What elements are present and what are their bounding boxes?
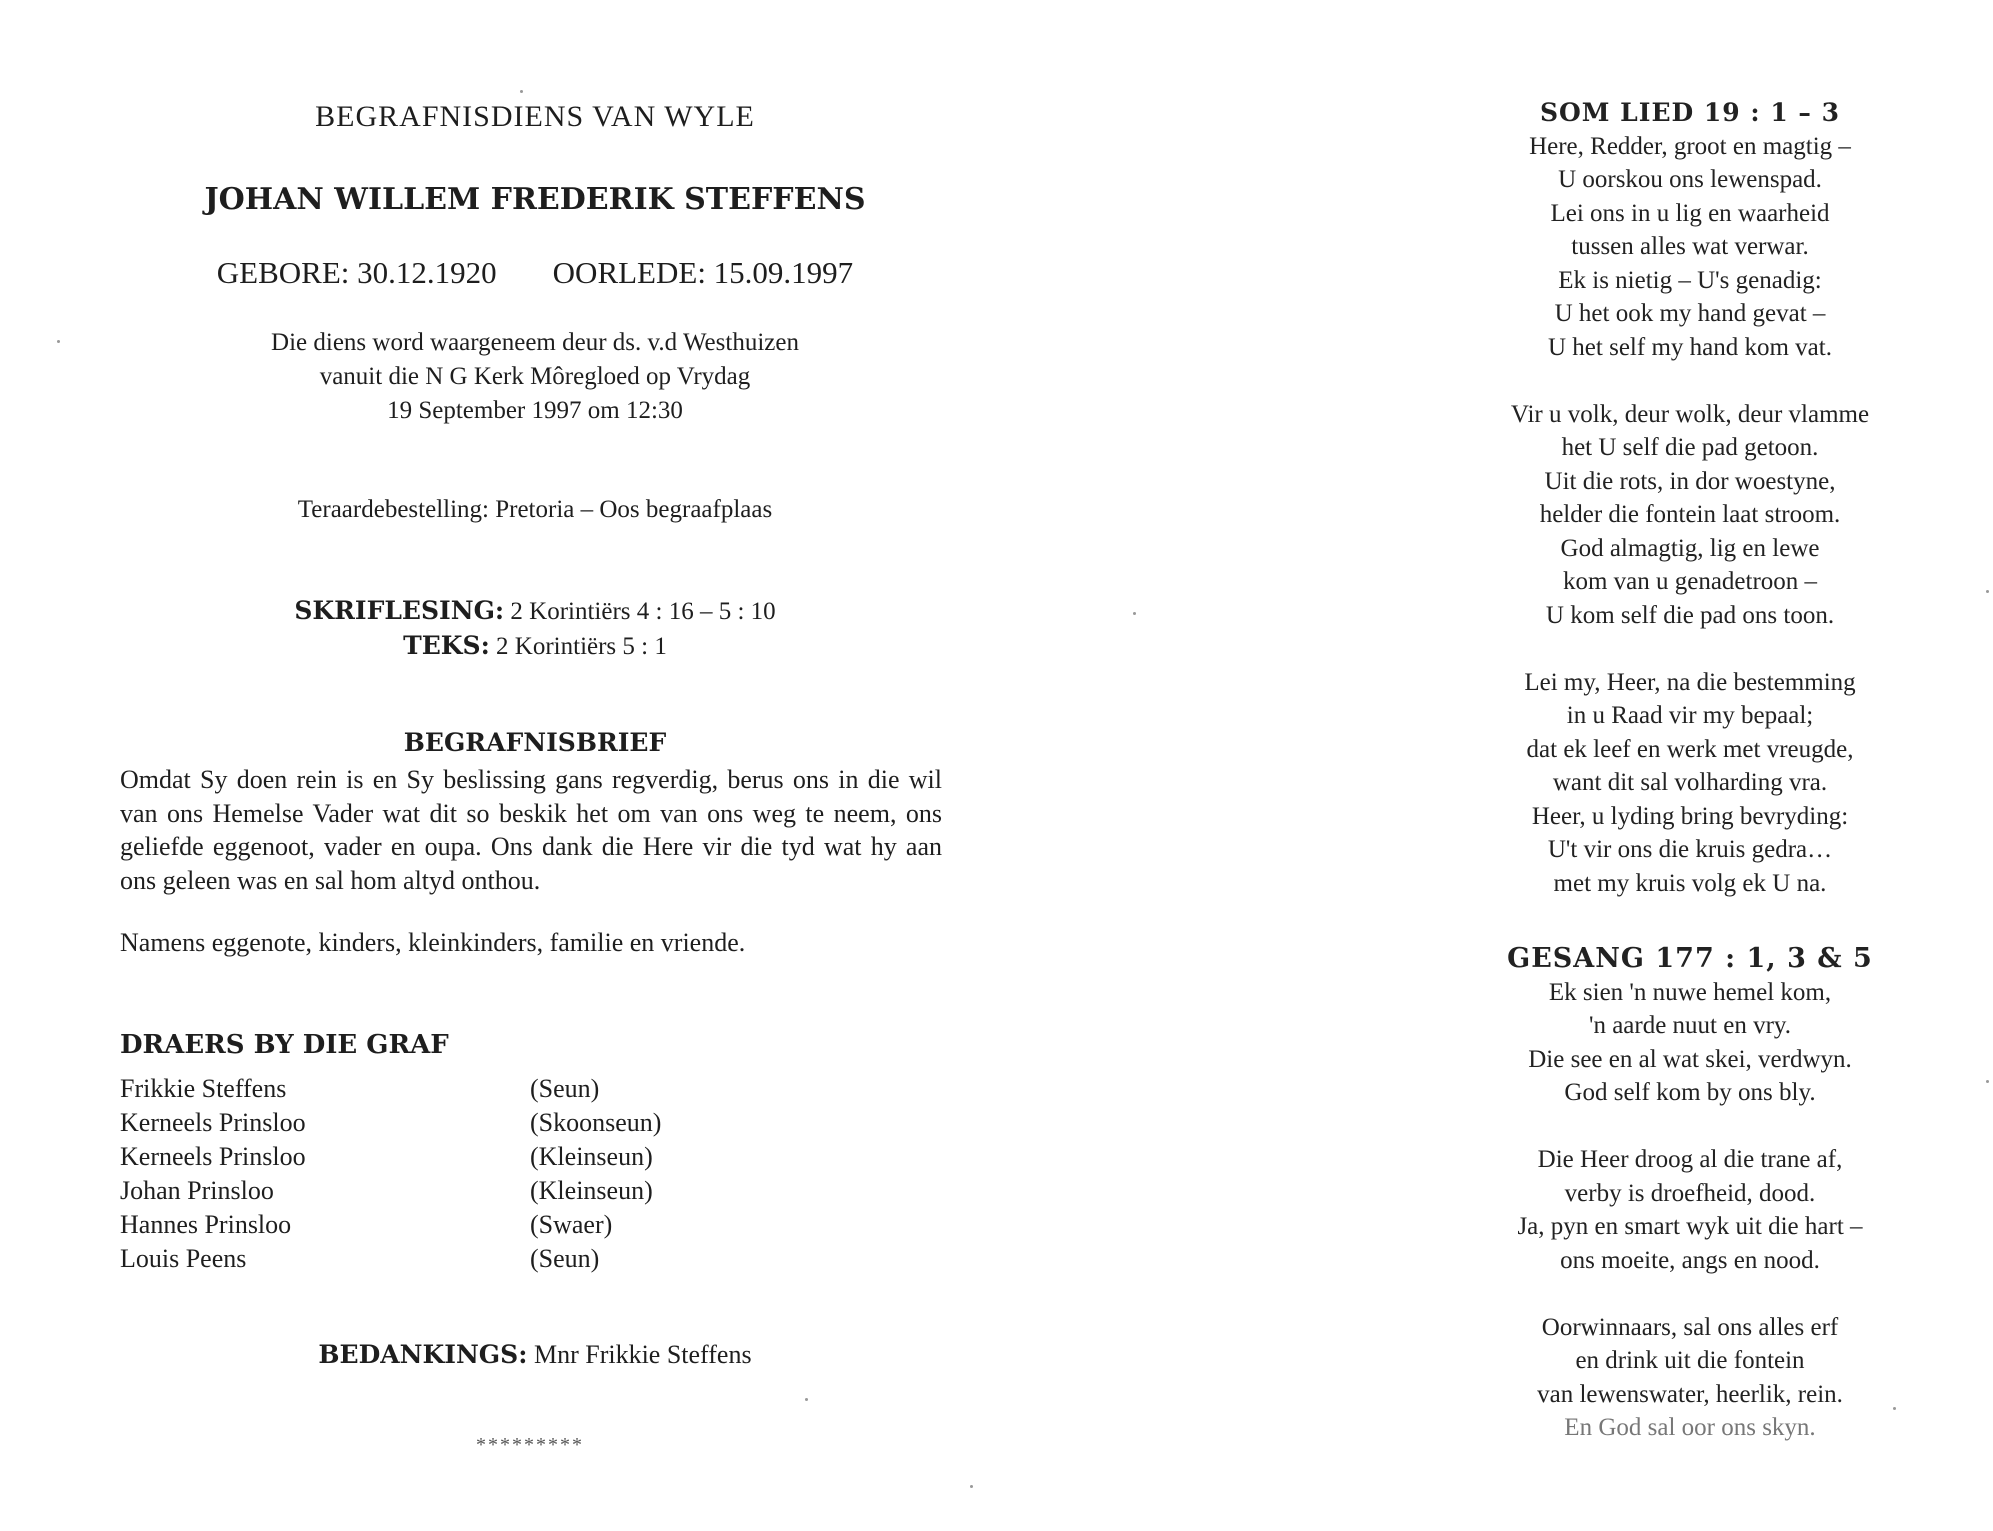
- hymn-line: Heer, u lyding bring bevryding:: [1531, 802, 1849, 830]
- hymn2-stanza-1: [1440, 976, 1940, 1110]
- thanks-line: [120, 1340, 950, 1370]
- service-line-1: Die diens word waargeneem deur ds. v.d Westhuizen: [271, 329, 799, 356]
- hymn1-stanza-3: [1440, 666, 1940, 901]
- hymn2-stanza-2: [1440, 1143, 1940, 1277]
- burial-line: Teraardebestelling: Pretoria – Oos begraafplaas: [297, 496, 773, 523]
- hymn-line: En God sal oor ons skyn.: [1564, 1414, 1816, 1441]
- hymn-line: 'n aarde nuut en vry.: [1588, 1012, 1792, 1039]
- hymn-line: Uit die rots, in dor woestyne,: [1544, 467, 1836, 495]
- hymn-line: kom van u genadetroon –: [1562, 568, 1818, 595]
- hymn2-title: GESANG 177 : 1, 3 & 5: [1507, 943, 1873, 974]
- hymn-line: van lewenswater, heerlik, rein.: [1537, 1380, 1843, 1408]
- deceased-name: JOHAN WILLEM FREDERIK STEFFENS: [204, 182, 866, 217]
- service-line-2: vanuit die N G Kerk Môregloed op Vrydag: [319, 363, 751, 390]
- hymn-line: Lei my, Heer, na die bestemming: [1524, 668, 1856, 696]
- hymn-line: Ja, pyn en smart wyk uit die hart –: [1517, 1213, 1863, 1240]
- hymn1-title: SOM LIED 19 : 1 – 3: [1539, 98, 1841, 127]
- bearer-relation: (Seun): [530, 1074, 600, 1103]
- bearer-name: Frikkie Steffens: [120, 1074, 287, 1103]
- bearer-relation: (Skoonseun): [530, 1108, 662, 1137]
- hymn-line: Oorwinnaars, sal ons alles erf: [1541, 1313, 1839, 1341]
- bearer-row: [120, 1174, 661, 1208]
- bearer-relation: (Seun): [530, 1244, 600, 1273]
- scan-speck: [805, 1398, 808, 1401]
- hymn-line: het U self die pad getoon.: [1561, 434, 1819, 461]
- readings: [120, 594, 950, 664]
- bearer-relation: (Swaer): [530, 1210, 613, 1239]
- service-info: [120, 326, 950, 428]
- scan-speck: [1986, 1080, 1989, 1083]
- bearer-name: Louis Peens: [120, 1244, 247, 1273]
- hymn-line: want dit sal volharding vra.: [1552, 769, 1828, 796]
- bearer-row: [120, 1072, 661, 1106]
- hymn-line: Ek sien 'n nuwe hemel kom,: [1548, 978, 1832, 1006]
- letter-title: BEGRAFNISBRIEF: [403, 728, 667, 757]
- scripture-reading: [120, 594, 950, 629]
- thanks-label: BEDANKINGS:: [318, 1340, 528, 1369]
- death-date: OORLEDE: 15.09.1997: [552, 255, 854, 290]
- hymn-line: verby is droefheid, dood.: [1564, 1179, 1816, 1207]
- hymn-line: Die Heer droog al die trane af,: [1537, 1146, 1843, 1173]
- stars-divider: *********: [476, 1434, 584, 1456]
- bearer-relation: (Kleinseun): [530, 1176, 653, 1205]
- sermon-text: [120, 629, 950, 664]
- hymn-line: Ek is nietig – U's genadig:: [1558, 266, 1822, 294]
- scan-speck: [1986, 590, 1989, 593]
- hymn-line: God almagtig, lig en lewe: [1560, 534, 1820, 562]
- letter-paragraph: Omdat Sy doen rein is en Sy beslissing gans regverdig, berus ons in die wil van ons Hemelse Vader wat dit so beskik het om van ons weg te neem, ons geliefde eggenoot, vader en oupa. Ons dank die Here vir die tyd wat hy aan ons geleen was en sal hom altyd onthou.: [120, 765, 942, 895]
- scan-speck: [1893, 1407, 1896, 1410]
- hymn-line: U het self my hand kom vat.: [1548, 333, 1832, 361]
- bearer-name: Kerneels Prinsloo: [120, 1142, 306, 1171]
- hymn-line: dat ek leef en werk met vreugde,: [1526, 735, 1854, 763]
- hymn-line: God self kom by ons bly.: [1564, 1079, 1816, 1106]
- hymns-column: [1440, 96, 1940, 1445]
- sermon-text-value: 2 Korintiërs 5 : 1: [496, 633, 667, 660]
- bearers-list: [120, 1072, 661, 1276]
- bearer-row: [120, 1208, 661, 1242]
- hymn-line: ons moeite, angs en nood.: [1560, 1246, 1820, 1274]
- bearer-name: Johan Prinsloo: [120, 1176, 274, 1205]
- hymn-line: Here, Redder, groot en magtig –: [1529, 132, 1851, 160]
- bearer-row: [120, 1242, 661, 1276]
- dates-line: [120, 255, 950, 291]
- thanks-value: Mnr Frikkie Steffens: [533, 1340, 752, 1369]
- hymn-line: Vir u volk, deur wolk, deur vlamme: [1510, 400, 1870, 428]
- hymn-line: U oorskou ons lewenspad.: [1558, 166, 1822, 193]
- header-block: [120, 100, 950, 291]
- letter-body: [120, 763, 942, 897]
- letter-sign-off: Namens eggenote, kinders, kleinkinders, familie en vriende.: [120, 928, 746, 957]
- hymn-line: in u Raad vir my bepaal;: [1566, 702, 1814, 729]
- service-heading: BEGRAFNISDIENS VAN WYLE: [315, 100, 755, 133]
- scan-speck: [970, 1485, 973, 1488]
- bearer-row: [120, 1140, 661, 1174]
- hymn-line: met my kruis volg ek U na.: [1553, 869, 1827, 897]
- scripture-reading-label: SKRIFLESING:: [294, 596, 505, 625]
- bearer-relation: (Kleinseun): [530, 1142, 653, 1171]
- hymn1-stanza-2: [1440, 398, 1940, 633]
- sermon-text-label: TEKS:: [403, 631, 490, 660]
- scan-speck: [1133, 612, 1136, 615]
- birth-date: GEBORE: 30.12.1920: [216, 255, 497, 290]
- bearers-title: DRAERS BY DIE GRAF: [120, 1030, 449, 1060]
- bearer-row: [120, 1106, 661, 1140]
- bearer-name: Kerneels Prinsloo: [120, 1108, 306, 1137]
- bearer-name: Hannes Prinsloo: [120, 1210, 292, 1239]
- hymn2-stanza-3: [1440, 1311, 1940, 1445]
- scan-speck: [520, 90, 523, 93]
- hymn-line: Die see en al wat skei, verdwyn.: [1528, 1045, 1852, 1073]
- hymn-line: U kom self die pad ons toon.: [1545, 601, 1835, 629]
- scripture-reading-value: 2 Korintiërs 4 : 16 – 5 : 10: [510, 598, 776, 625]
- scan-speck: [57, 340, 60, 343]
- hymn-line: Lei ons in u lig en waarheid: [1550, 199, 1830, 227]
- hymn-line: tussen alles wat verwar.: [1571, 233, 1809, 260]
- hymn-line: U het ook my hand gevat –: [1554, 300, 1826, 327]
- hymn-line: U't vir ons die kruis gedra…: [1547, 836, 1833, 863]
- service-line-3: 19 September 1997 om 12:30: [387, 397, 683, 424]
- hymn-line: helder die fontein laat stroom.: [1539, 501, 1841, 528]
- hymn1-stanza-1: [1440, 130, 1940, 365]
- hymn-line: en drink uit die fontein: [1575, 1347, 1805, 1374]
